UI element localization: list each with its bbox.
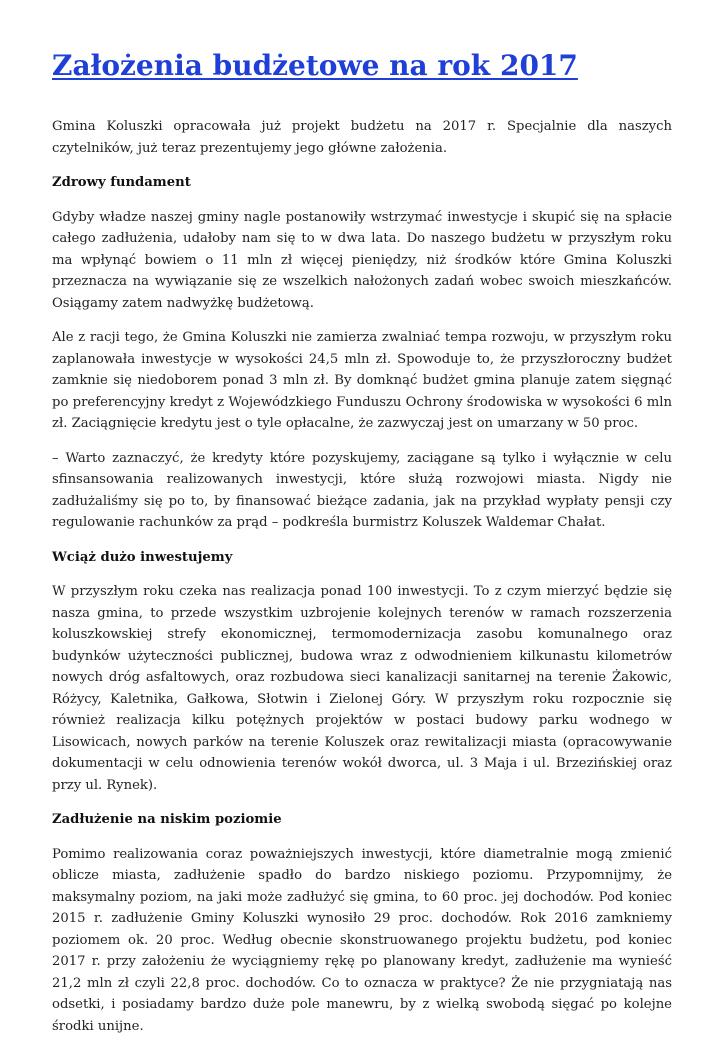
paragraph: – Warto zaznaczyć, że kredyty które pozyskujemy, zaciągane są tylko i wyłącznie w celu sfinsansowania realizowanych inwestycji, które służą rozwojowi miasta. Nigdy nie zadłużaliśmy się po to, by finansować bieżące zadania, jak na przykład wypłaty pensji czy regulowanie rachunków za prąd – podkreśla burmistrz Koluszek Waldemar Chałat. [52, 450, 672, 530]
article-title [52, 44, 672, 88]
paragraph: Pomimo realizowania coraz poważniejszych inwestycji, które diametralnie mogą zmienić oblicze miasta, zadłużenie spadło do bardzo niskiego poziomu. Przypomnijmy, że maksymalny poziom, na jaki może zadłużyć się gmina, to 60 proc. jej dochodów. Pod koniec 2015 r. zadłużenie Gminy Koluszki wynosiło 29 proc. dochodów. Rok 2016 zamkniemy poziomem ok. 20 proc. Według obecnie skonstruowanego projektu budżetu, pod koniec 2017 r. przy założeniu że wyciągniemy rękę po planowany kredyt, zadłużenie ma wynieść 21,2 mln zł czyli 22,8 proc. dochodów. Co to oznacza w praktyce? Że nie przygniatają nas odsetki, i posiadamy bardzo duże pole manewru, by z wielką swobodą sięgać po kolejne środki unijne. [52, 846, 672, 1034]
paragraph: W przyszłym roku czeka nas realizacja ponad 100 inwestycji. To z czym mierzyć będzie się nasza gmina, to przede wszystkim uzbrojenie kolejnych terenów w ramach rozszerzenia koluszkowskiej strefy ekonomicznej, termomodernizacja zasobu komunalnego oraz budynków użyteczności publicznej, budowa wraz z odwodnieniem kilkunastu kilometrów nowych dróg asfaltowych, oraz rozbudowa sieci kanalizacji sanitarnej na terenie Żakowic, Różycy, Kaletnika, Gałkowa, Słotwin i Zielonej Góry. W przyszłym roku rozpocznie się również realizacja kilku potężnych projektów w postaci budowy parku wodnego w Lisowicach, nowych parków na terenie Koluszek oraz rewitalizacji miasta (opracowywanie dokumentacji w celu odnowienia terenów wokół dworca, ul. 3 Maja i ul. Brzezińskiej oraz przy ul. Rynek). [52, 584, 672, 793]
section-heading-wciaz-duzo-inwestujemy: Wciąż dużo inwestujemy [52, 549, 233, 565]
section-heading-zdrowy-fundament: Zdrowy fundament [52, 175, 191, 190]
paragraph: Gdyby władze naszej gminy nagle postanowiły wstrzymać inwestycje i skupić się na spłacie całego zadłużenia, udałoby nam się to w dwa lata. Do naszego budżetu w przyszłym roku ma wpłynąć bowiem o 11 mln zł więcej pieniędzy, niż środków które Gmina Koluszki przeznacza na wywiązanie się ze wszelkich nałożonych zadań wobec swoich mieszkańców. Osiągamy zatem nadwyżkę budżetową. [52, 209, 672, 311]
article-title-link[interactable]: Założenia budżetowe na rok 2017 [52, 49, 578, 82]
section-heading-zadluzenie: Zadłużenie na niskim poziomie [52, 812, 282, 827]
intro-paragraph: Gmina Koluszki opracowała już projekt budżetu na 2017 r. Specjalnie dla naszych czytelników, już teraz prezentujemy jego główne założenia. [52, 119, 672, 156]
article [52, 44, 672, 1050]
paragraph: Ale z racji tego, że Gmina Koluszki nie zamierza zwalniać tempa rozwoju, w przyszłym roku zaplanowała inwestycje w wysokości 24,5 mln zł. Spowoduje to, że przyszłoroczny budżet zamknie się niedoborem ponad 3 mln zł. By domknąć budżet gmina planuje zatem sięgnąć po preferencyjny kredyt z Wojewódzkiego Funduszu Ochrony środowiska w wysokości 6 mln zł. Zaciągnięcie kredytu jest o tyle opłacalne, że zazwyczaj jest on umarzany w 50 proc. [52, 330, 672, 431]
